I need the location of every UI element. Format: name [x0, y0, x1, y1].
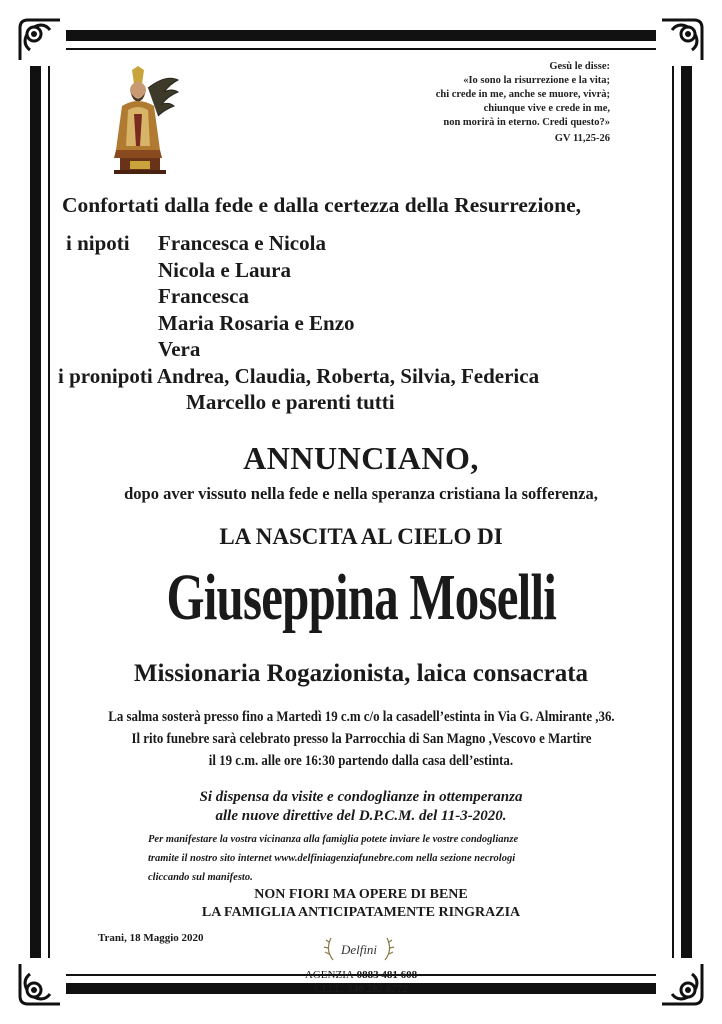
intro-text: Confortati dalla fede e dalla certezza della Resurrezione,: [62, 193, 582, 217]
quote-reference: GV 11,25-26: [554, 133, 610, 144]
gospel-quote: [370, 60, 610, 146]
closing-line: LA FAMIGLIA ANTICIPATAMENTE RINGRAZIA: [201, 905, 521, 920]
corner-ornament-icon: [656, 14, 708, 66]
relative-name: Francesca: [158, 284, 249, 308]
dispensa-line: Si dispensa da visite e condoglianze in ottemperanza: [199, 789, 523, 805]
deceased-name-text: Giuseppina Moselli: [166, 561, 556, 634]
closing-line: NON FIORI MA OPERE DI BENE: [254, 887, 468, 902]
manifesto-line: tramite il nostro sito internet www.delfiniagenziafunebre.com nella sezione necrologi: [148, 853, 516, 864]
info-line: Il rito funebre sarà celebrato presso la Parrocchia di San Magno ,Vescovo e Martire: [130, 731, 592, 747]
manifesto-line: cliccando sul manifesto.: [148, 872, 253, 883]
pronipoti-line: i pronipoti Andrea, Claudia, Roberta, Silvia, Federica: [58, 363, 540, 388]
logo-text: Delfini: [340, 942, 378, 957]
quote-line: non morirà in eterno. Credi questo?»: [443, 117, 610, 128]
closing-relatives: Marcello e parenti tutti: [186, 390, 395, 414]
nipoti-label: i nipoti: [66, 231, 130, 255]
agency-label: AGENZIA: [304, 969, 354, 981]
quote-line: chiunque vive e crede in me,: [483, 103, 610, 114]
nascita-heading: LA NASCITA AL CIELO DI: [219, 524, 503, 549]
closing-notice: [0, 886, 722, 922]
funeral-info: [0, 706, 722, 772]
announce-heading: ANNUNCIANO,: [243, 440, 479, 476]
relatives-list: [58, 230, 540, 416]
cell-label: CELL.: [314, 983, 345, 995]
relative-name: Vera: [158, 337, 201, 361]
agency-phone: 0883 481 608: [356, 969, 418, 981]
quote-line: «Io sono la risurrezione e la vita;: [463, 75, 610, 86]
dispensa-notice: [0, 788, 722, 826]
date-place: Trani, 18 Maggio 2020: [98, 932, 204, 944]
saint-statue-image: [104, 66, 184, 176]
info-line: il 19 c.m. alle ore 16:30 partendo dalla casa dell’estinta.: [208, 753, 514, 769]
relative-name: Maria Rosaria e Enzo: [158, 310, 355, 335]
deceased-title: Missionaria Rogazionista, laica consacrata: [133, 660, 589, 687]
agency-cell: 340 282 6772: [347, 983, 408, 995]
agency-logo: [319, 932, 399, 966]
deceased-name: [0, 560, 722, 636]
dispensa-line: alle nuove direttive del D.P.C.M. del 11-3-2020.: [215, 808, 507, 824]
quote-line: Gesù le disse:: [549, 61, 610, 72]
relative-name: Nicola e Laura: [158, 257, 291, 282]
during-text: dopo aver vissuto nella fede e nella speranza cristiana la sofferenza,: [124, 484, 598, 503]
corner-ornament-icon: [14, 14, 66, 66]
manifesto-line: Per manifestare la vostra vicinanza alla famiglia potete inviare le vostre condoglianze: [148, 834, 519, 845]
agency-contacts: [0, 968, 722, 996]
relative-name: Francesca e Nicola: [158, 231, 326, 255]
quote-line: chi crede in me, anche se muore, vivrà;: [435, 89, 610, 100]
info-line: La salma sosterà presso fino a Martedì 19 c.m c/o la casadell’estinta in Via G. Almirante ,36.: [107, 709, 615, 725]
condolence-instructions: [148, 830, 518, 887]
